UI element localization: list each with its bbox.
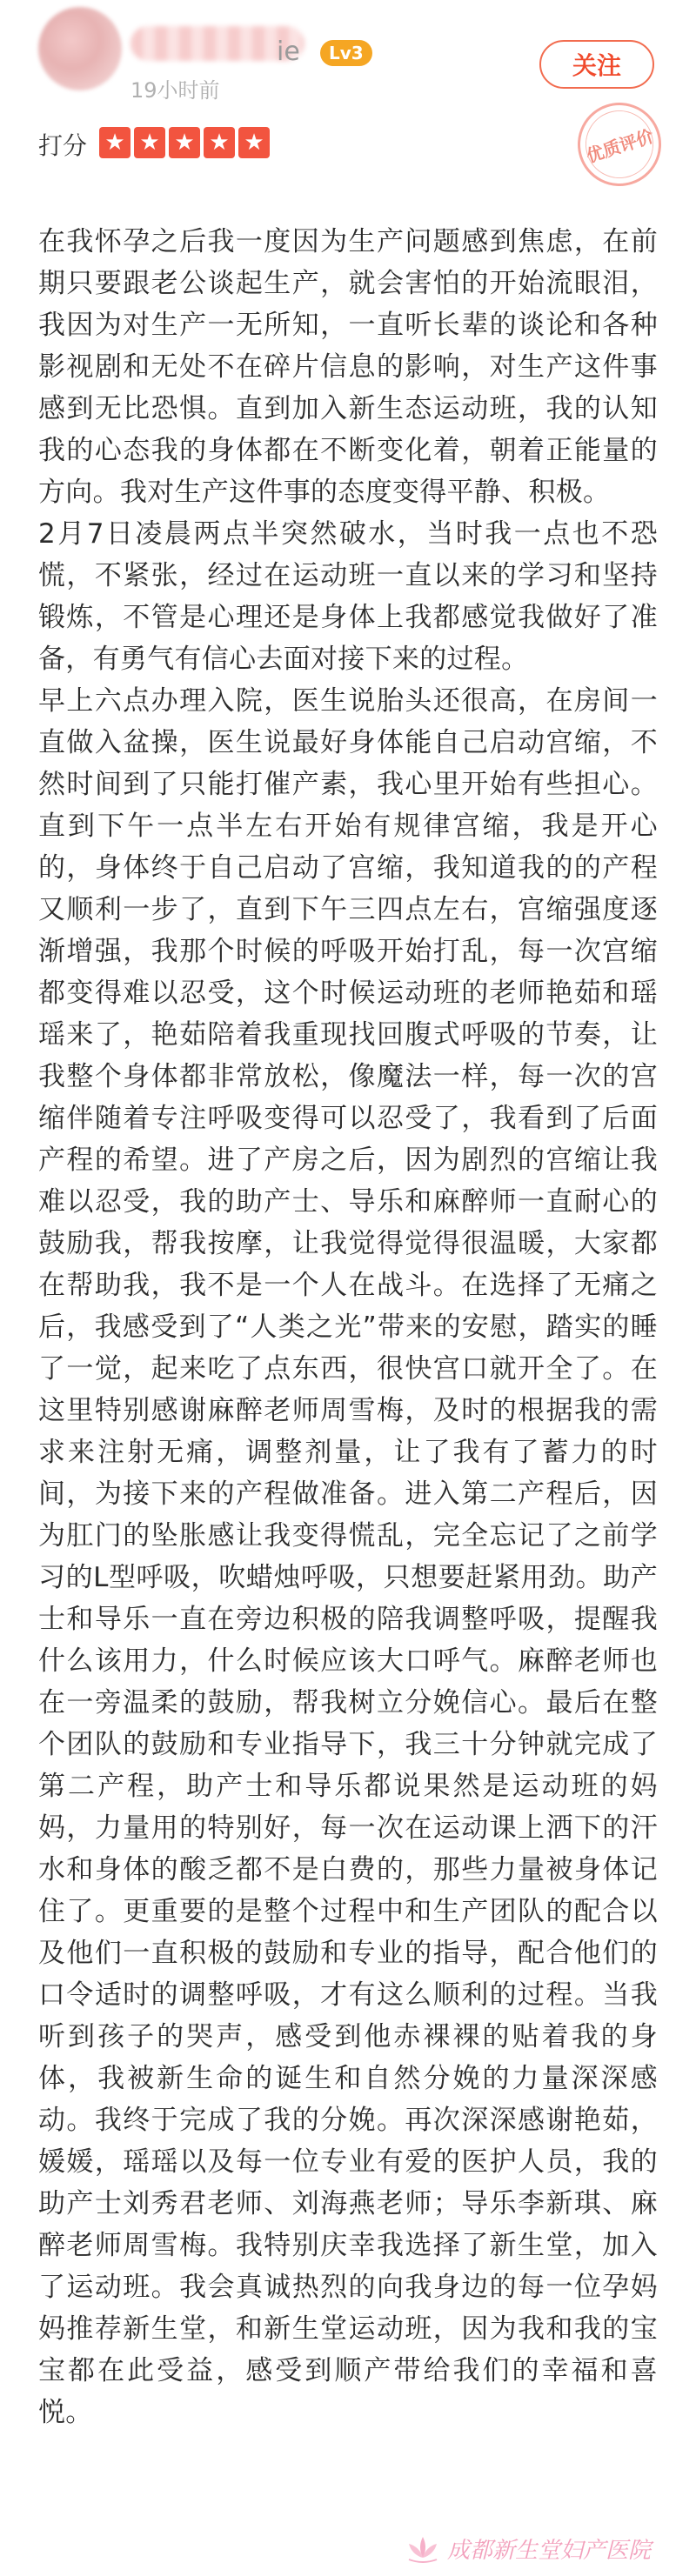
review-content <box>38 221 658 2433</box>
hospital-watermark <box>405 2533 651 2565</box>
quality-review-stamp: 优质评价 <box>567 92 673 197</box>
lotus-logo-icon <box>405 2533 440 2565</box>
post-time: 19小时前 <box>130 78 220 103</box>
review-paragraph: 在我怀孕之后我一度因为生产问题感到焦虑，在前期只要跟老公谈起生产，就会害怕的开始流眼泪，我因为对生产一无所知，一直听长辈的谈论和各种影视剧和无处不在碎片信息的影响，对生产这件事感到无比恐惧。直到加入新生态运动班，我的认知我的心态我的身体都在不断变化着，朝着正能量的方向。我对生产这件事的态度变得平静、积极。 <box>38 226 658 508</box>
star-icon: ★ <box>99 127 130 158</box>
review-paragraph: 2月7日凌晨两点半突然破水，当时我一点也不恐慌，不紧张，经过在运动班一直以来的学习和坚持锻炼，不管是心理还是身体上我都感觉我做好了准备，有勇气有信心去面对接下来的过程。 <box>38 518 658 675</box>
review-paragraph: 早上六点办理入院，医生说胎头还很高，在房间一直做入盆操，医生说最好身体能自己启动宫缩，不然时间到了只能打催产素，我心里开始有些担心。直到下午一点半左右开始有规律宫缩，我是开心的，身体终于自己启动了宫缩，我知道我的的产程又顺利一步了，直到下午三四点左右，宫缩强度逐渐增强，我那个时候的呼吸开始打乱，每一次宫缩都变得难以忍受，这个时候运动班的老师艳茹和瑶瑶来了，艳茹陪着我重现找回腹式呼吸的节奏，让我整个身体都非常放松，像魔法一样，每一次的宫缩伴随着专注呼吸变得可以忍受了，我看到了后面产程的希望。进了产房之后，因为剧烈的宫缩让我难以忍受，我的助产士、导乐和麻醉师一直耐心的鼓励我，帮我按摩，让我觉得觉得很温暖，大家都在帮助我，我不是一个人在战斗。在选择了无痛之后，我感受到了“人类之光”带来的安慰，踏实的睡了一觉，起来吃了点东西，很快宫口就开全了。在这里特别感谢麻醉老师周雪梅，及时的根据我的需求来注射无痛，调整剂量，让了我有了蓄力的时间，为接下来的产程做准备。进入第二产程后，因为肛门的坠胀感让我变得慌乱，完全忘记了之前学习的L型呼吸，吹蜡烛呼吸，只想要赶紧用劲。助产士和导乐一直在旁边积极的陪我调整呼吸，提醒我什么该用力，什么时候应该大口呼气。麻醉老师也在一旁温柔的鼓励，帮我树立分娩信心。最后在整个团队的鼓励和专业指导下，我三十分钟就完成了第二产程，助产士和导乐都说果然是运动班的妈妈，力量用的特别好，每一次在运动课上洒下的汗水和身体的酸乏都不是白费的，那些力量被身体记住了。更重要的是整个过程中和生产团队的配合以及他们一直积极的鼓励和专业的指导，配合他们的口令适时的调整呼吸，才有这么顺利的过程。当我听到孩子的哭声，感受到他赤裸裸的贴着我的身体，我被新生命的诞生和自然分娩的力量深深感动。我终于完成了我的分娩。再次深深感谢艳茹，媛媛，瑶瑶以及每一位专业有爱的医护人员，我的助产士刘秀君老师、刘海燕老师；导乐李新琪、麻醉老师周雪梅。我特别庆幸我选择了新生堂，加入了运动班。我会真诚热烈的向我身边的每一位孕妈妈推荐新生堂，和新生堂运动班，因为我和我的宝宝都在此受益，感受到顺产带给我们的幸福和喜悦。 <box>38 685 658 2428</box>
level-badge: Lv3 <box>320 40 372 66</box>
rating-label: 打分 <box>38 131 88 160</box>
review-header <box>0 0 696 191</box>
follow-button[interactable]: 关注 <box>539 40 654 89</box>
star-icon: ★ <box>238 127 270 158</box>
star-icon: ★ <box>134 127 165 158</box>
avatar[interactable] <box>38 7 122 90</box>
watermark-text: 成都新生堂妇产医院 <box>447 2538 652 2564</box>
star-icon: ★ <box>169 127 200 158</box>
rating-stars <box>99 127 270 158</box>
username-tail: ie <box>277 37 300 67</box>
star-icon: ★ <box>204 127 235 158</box>
